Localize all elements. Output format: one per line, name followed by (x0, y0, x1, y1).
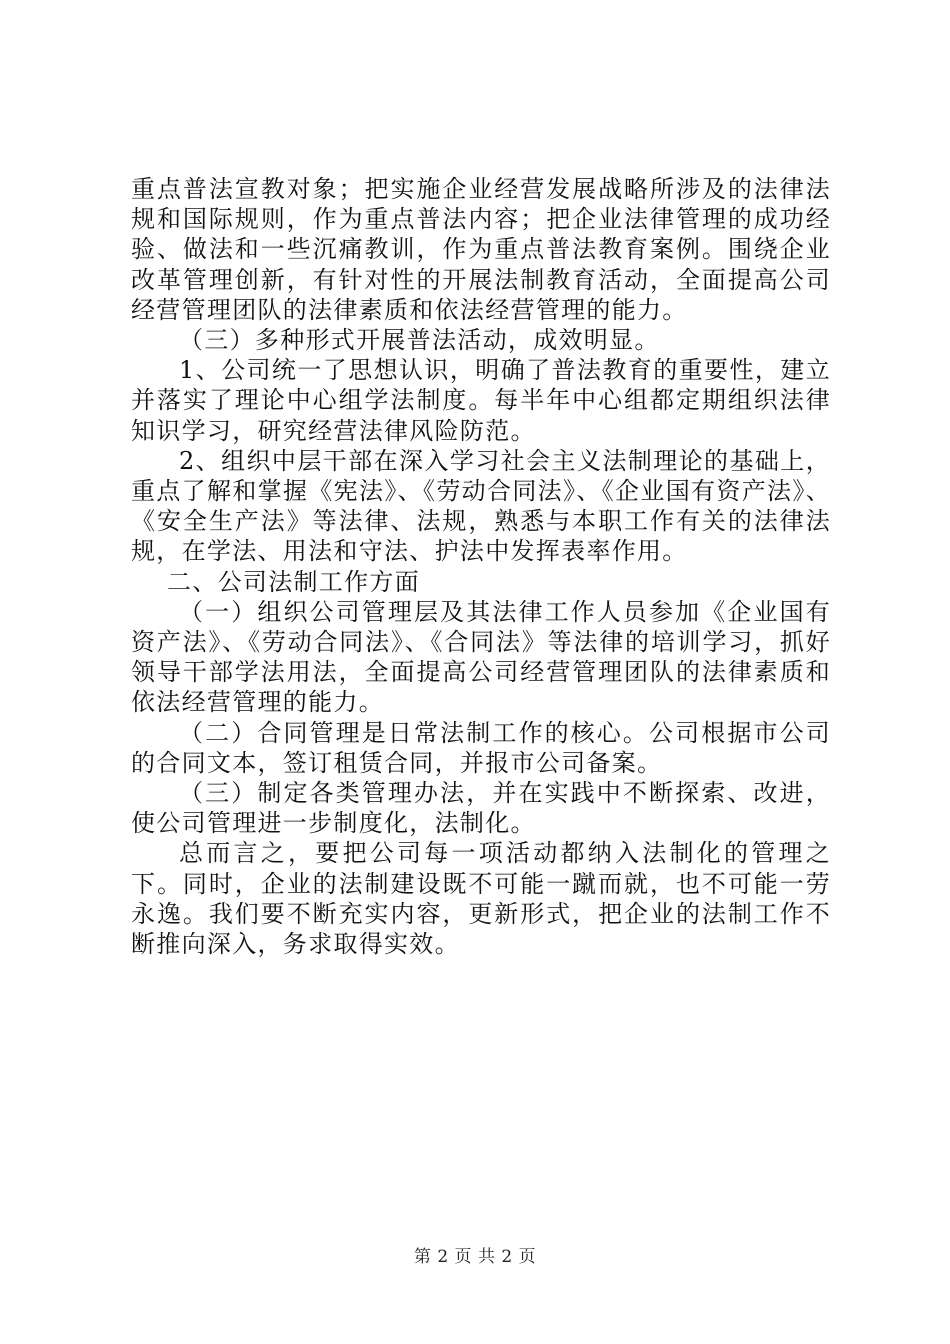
page-number-footer: 第 2 页 共 2 页 (413, 1247, 537, 1267)
paragraph-continuation: 重点普法宣教对象；把实施企业经营发展战略所涉及的法律法规和国际规则，作为重点普法内容；把企业法律管理的成功经验、做法和一些沉痛教训，作为重点普法教育案例。围绕企业改革管理创新，有针对性的开展法制教育活动，全面提高公司经营管理团队的法律素质和依法经营管理的能力。 (131, 175, 831, 324)
paragraph-subsection-1: （一）组织公司管理层及其法律工作人员参加《企业国有资产法》、《劳动合同法》、《合同法》等法律的培训学习，抓好领导干部学法用法，全面提高公司经营管理团队的法律素质和依法经营管理的能力。 (131, 597, 831, 717)
paragraph-item-2: 2、组织中层干部在深入学习社会主义法制理论的基础上，重点了解和掌握《宪法》、《劳动合同法》、《企业国有资产法》、《安全生产法》等法律、法规，熟悉与本职工作有关的法律法规，在学法、用法和守法、护法中发挥表率作用。 (131, 446, 831, 566)
document-body (131, 174, 831, 959)
paragraph-subsection-3: （三）制定各类管理办法，并在实践中不断探索、改进，使公司管理进一步制度化，法制化。 (131, 779, 831, 838)
paragraph-conclusion: 总而言之，要把公司每一项活动都纳入法制化的管理之下。同时，企业的法制建设既不可能一蹴而就，也不可能一劳永逸。我们要不断充实内容，更新形式，把企业的法制工作不断推向深入，务求取得实效。 (131, 839, 831, 959)
heading-section-3: （三）多种形式开展普法活动，成效明显。 (179, 326, 660, 355)
heading-part-2: 二、公司法制工作方面 (167, 567, 420, 596)
paragraph-item-1: 1、公司统一了思想认识，明确了普法教育的重要性，建立并落实了理论中心组学法制度。每半年中心组都定期组织法律知识学习，研究经营法律风险防范。 (131, 356, 831, 445)
paragraph-subsection-2: （二）合同管理是日常法制工作的核心。公司根据市公司的合同文本，签订租赁合同，并报市公司备案。 (131, 718, 831, 777)
